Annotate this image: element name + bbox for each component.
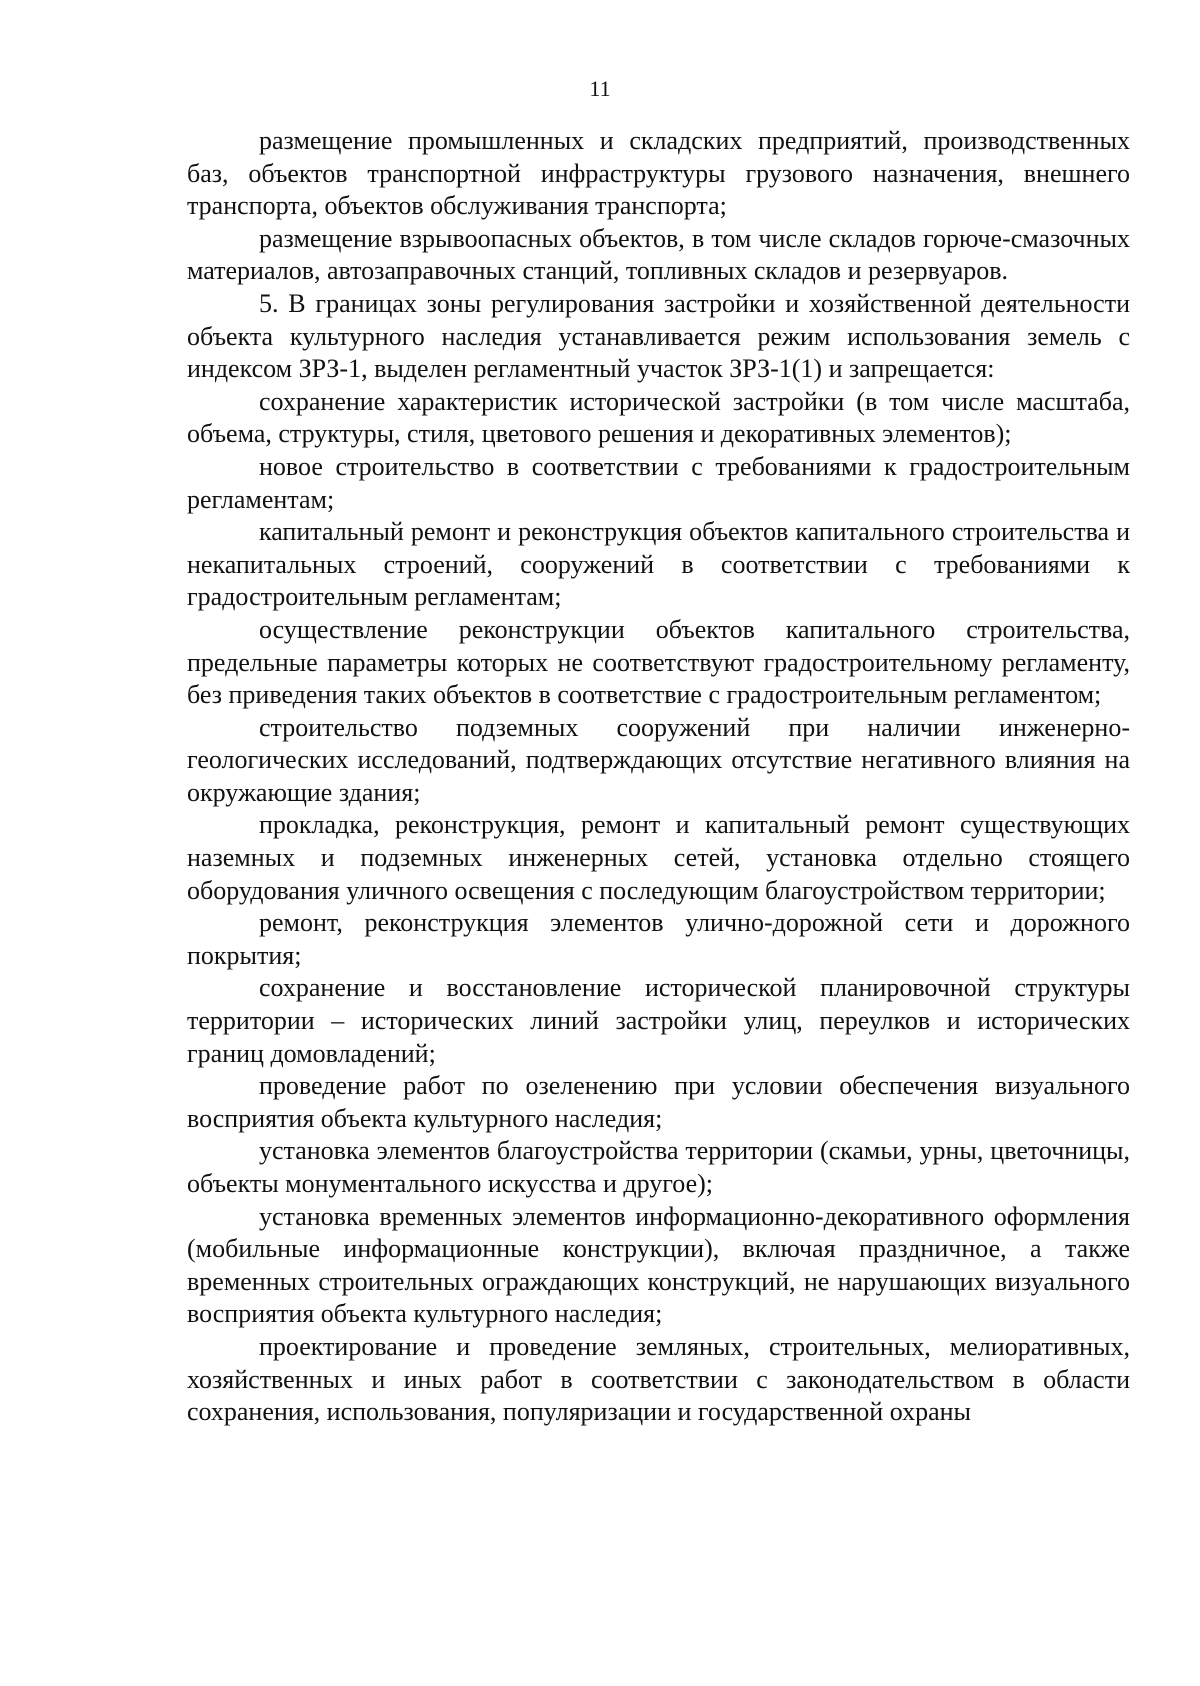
paragraph: строительство подземных сооружений при наличии инженерно-геологических исследований, подтверждающих отсутствие негативного влияния на окружающие здания; [187,712,1130,807]
paragraph: сохранение и восстановление исторической планировочной структуры территории – исторических линий застройки улиц, переулков и исторических границ домовладений; [187,973,1130,1068]
paragraph: установка временных элементов информационно-декоративного оформления (мобильные информационные конструкции), включая праздничное, а также временных строительных ограждающих конструкций, не нарушающих визуального восприятия объекта культурного наследия; [187,1201,1130,1329]
paragraph: осуществление реконструкции объектов капитального строительства, предельные параметры которых не соответствуют градостроительному регламенту, без приведения таких объектов в соответствие с градостроительным регламентом; [187,614,1130,710]
paragraph: ремонт, реконструкция элементов улично-дорожной сети и дорожного покрытия; [187,908,1130,970]
paragraph: проектирование и проведение земляных, строительных, мелиоративных, хозяйственных и иных работ в соответствии с законодательством в области сохранения, использования, популяризации и государственной охраны [187,1331,1130,1427]
paragraph: прокладка, реконструкция, ремонт и капитальный ремонт существующих наземных и подземных инженерных сетей, установка отдельно стоящего оборудования уличного освещения с последующим благоустройством территории; [187,810,1130,905]
paragraph: новое строительство в соответствии с требованиями к градостроительным регламентам; [187,451,1130,514]
page-number: 11 [589,76,611,101]
paragraph: проведение работ по озеленению при условии обеспечения визуального восприятия объекта культурного наследия; [187,1071,1130,1133]
paragraph: капитальный ремонт и реконструкция объектов капитального строительства и некапитальных строений, сооружений в соответствии с требованиями к градостроительным регламентам; [187,517,1130,612]
paragraph: сохранение характеристик исторической застройки (в том числе масштаба, объема, структуры, стиля, цветового решения и декоративных элементов); [187,386,1130,449]
document-body [187,125,1130,1429]
paragraph: размещение промышленных и складских предприятий, производственных баз, объектов транспортной инфраструктуры грузового назначения, внешнего транспорта, объектов обслуживания транспорта; [187,126,1130,221]
paragraph: размещение взрывоопасных объектов, в том числе складов горюче-смазочных материалов, автозаправочных станций, топливных складов и резервуаров. [187,223,1130,286]
paragraph: установка элементов благоустройства территории (скамьи, урны, цветочницы, объекты монументального искусства и другое); [187,1136,1130,1198]
paragraph: 5. В границах зоны регулирования застройки и хозяйственной деятельности объекта культурного наследия устанавливается режим использования земель с индексом ЗРЗ-1, выделен регламентный участок ЗРЗ-1(1) и запрещается: [187,288,1130,384]
